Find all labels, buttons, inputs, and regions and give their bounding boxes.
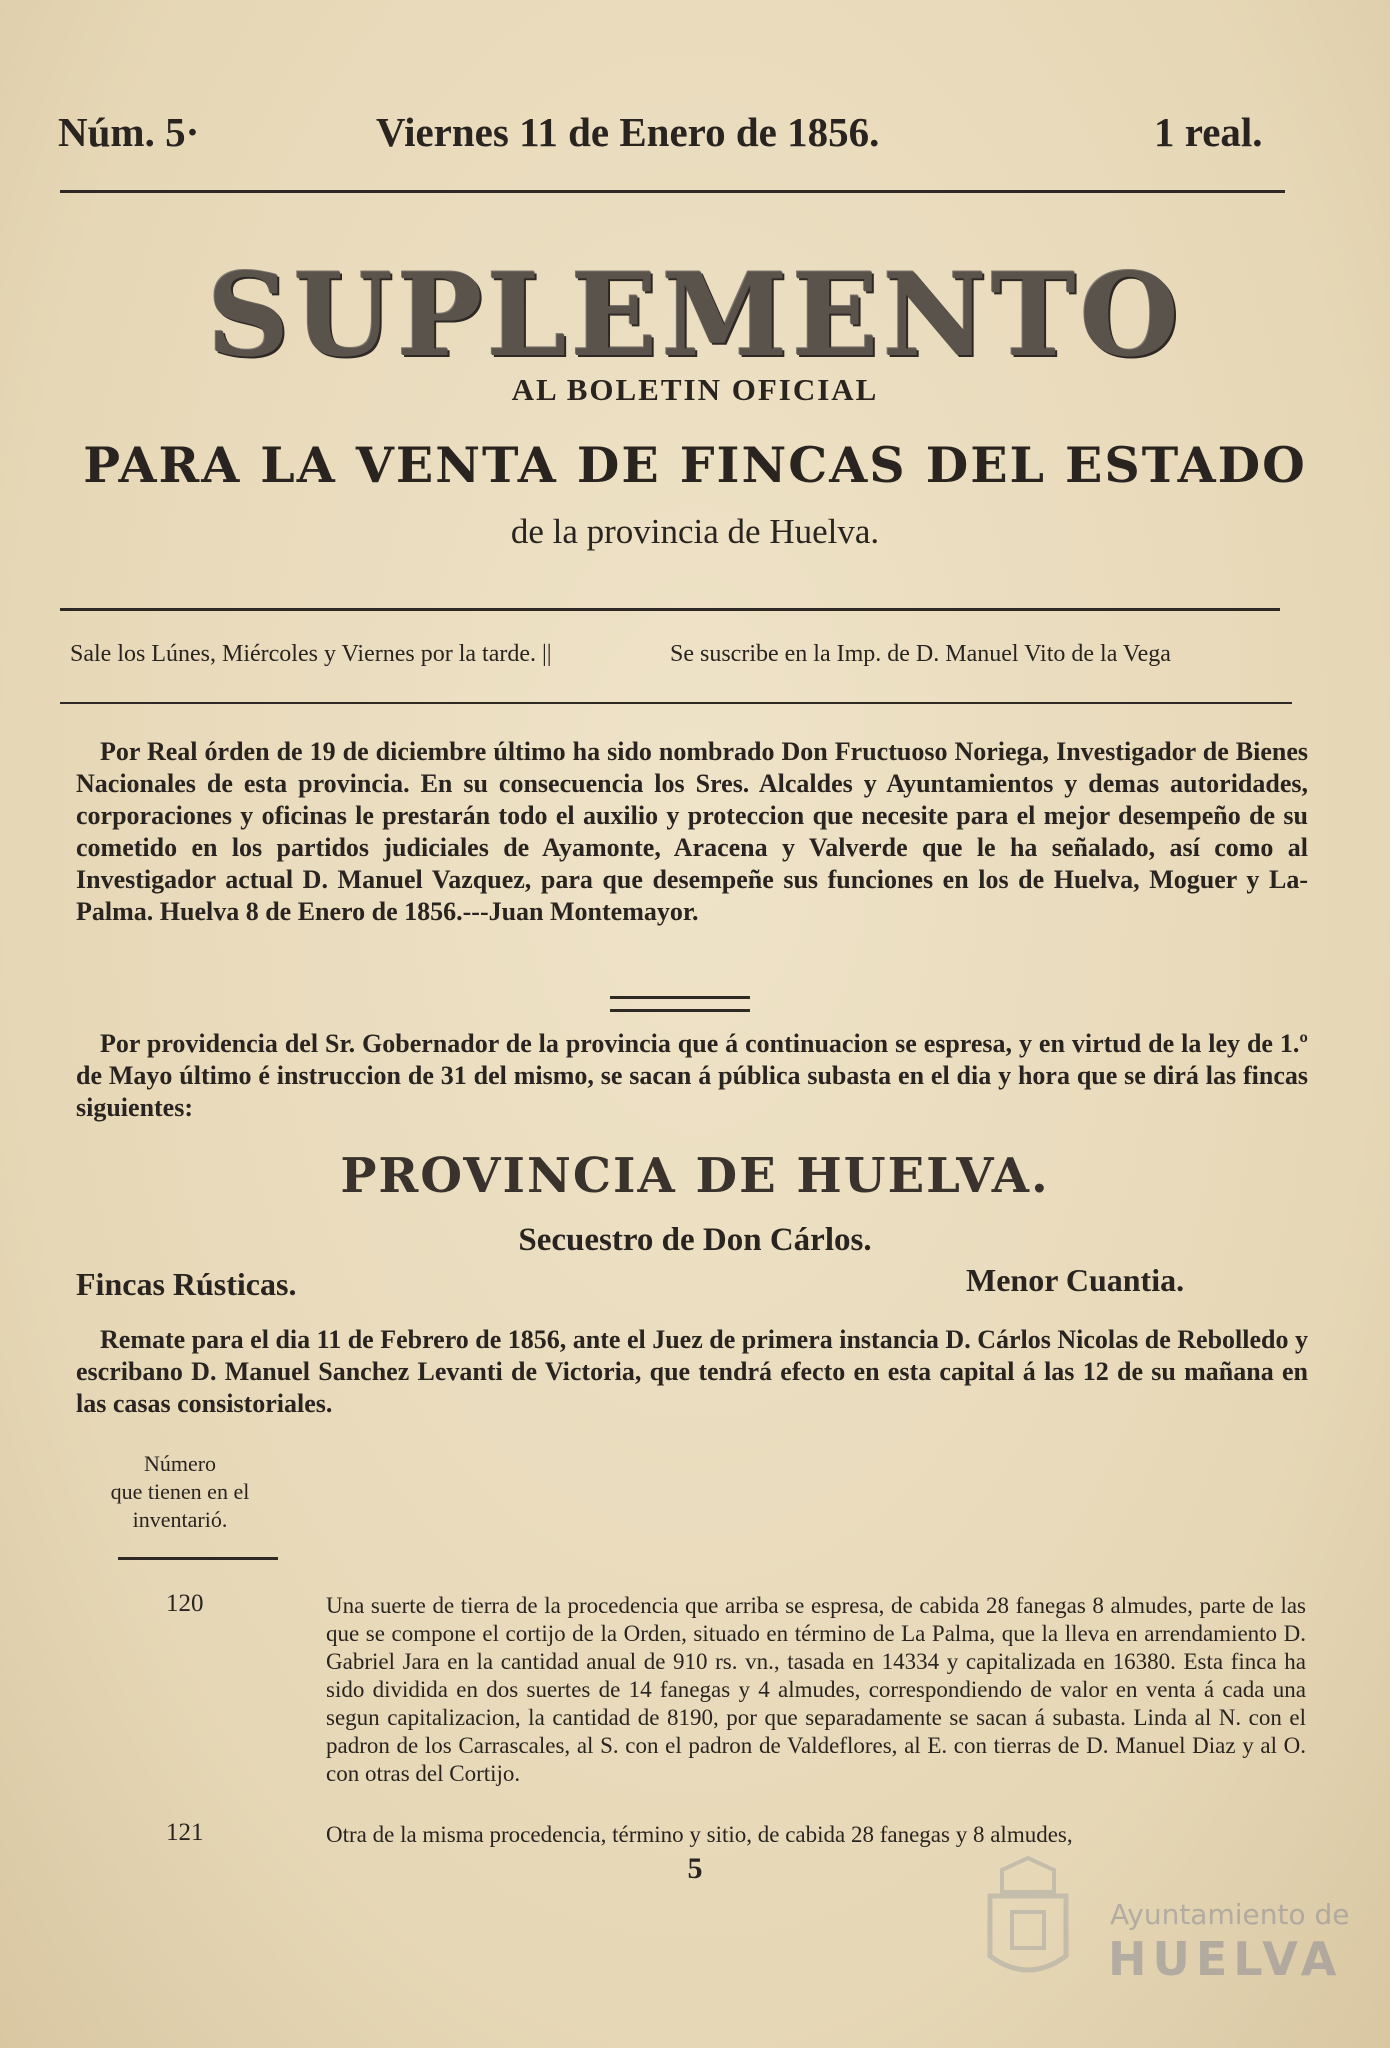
issue-number: Núm. 5· xyxy=(58,109,200,155)
inventory-header-rule xyxy=(118,1557,278,1560)
entry-number: 121 xyxy=(166,1819,204,1846)
issue-header xyxy=(58,108,1280,158)
inventory-header-line: que tienen en el xyxy=(110,1479,250,1504)
page-number: 5 xyxy=(687,1852,703,1885)
watermark-text: Ayuntamiento de xyxy=(1110,1898,1350,1931)
masthead-title: SUPLEMENTO xyxy=(207,248,1183,382)
category-heading: Secuestro de Don Cárlos. xyxy=(518,1222,872,1258)
masthead-subtitle-boletin: AL BOLETIN OFICIAL xyxy=(511,372,879,407)
entry-description: Una suerte de tierra de la procedencia que arriba se espresa, de cabida 28 fanegas 8 almudes, parte de las que se compone el cortijo de la Orden, situado en término de La Palma, que la lleva en arrendamiento D. Gabriel Jara en la cantidad anual de 910 rs. vn., tasada en 14334 y capitalizada en 16380. Esta finca ha sido dividida en dos suertes de 14 fanegas y 4 almudes, correspondiendo de valor en venta á cada una segun capitalizacion, la cantidad de 8190, por que separadamente se sacan á subasta. Linda al N. con el padron de los Carrascales, al S. con el padron de Valdeflores, al E. con tierras de D. Manuel Diaz y al O. con otras del Cortijo. xyxy=(326,1593,1306,1786)
notice-subasta: Por providencia del Sr. Gobernador de la provincia que á continuacion se espresa, y en virtud de la ley de 1.º de Mayo último é instruccion de 31 del mismo, se sacan á pública subasta en el dia y hora que se dirá las fincas siguientes: xyxy=(76,1029,1308,1122)
masthead-rule xyxy=(60,608,1280,611)
inventory-header-line: Número xyxy=(143,1451,217,1476)
cuantia-label: Menor Cuantia. xyxy=(966,1262,1185,1298)
entry-description: Otra de la misma procedencia, término y sitio, de cabida 28 fanegas y 8 almudes, xyxy=(326,1822,1073,1847)
issue-price: 1 real. xyxy=(1154,109,1263,155)
entry-number: 120 xyxy=(166,1590,204,1617)
section-ornament xyxy=(610,996,750,1012)
remate-paragraph: Remate para el dia 11 de Febrero de 1856, ante el Juez de primera instancia D. Cárlos Nicolas de Rebolledo y escribano D. Manuel Sanchez Levanti de Victoria, que tendrá efecto en esta capital á las 12 de su mañana en las casas consistoriales. xyxy=(76,1325,1308,1418)
notice-investigador: Por Real órden de 19 de diciembre último ha sido nombrado Don Fructuoso Noriega, Investigador de Bienes Nacionales de esta provincia. En su consecuencia los Sres. Alcaldes y Ayuntamientos y demas autoridades, corporaciones y oficinas le prestarán todo el auxilio y proteccion que necesite para el mejor desempeño de su cometido en los partidos judiciales de Ayamonte, Aracena y Valverde que le ha señalado, así como al Investigador actual D. Manuel Vazquez, para que desempeñe sus funciones en los de Huelva, Moguer y La-Palma. Huelva 8 de Enero de 1856.---Juan Montemayor. xyxy=(76,737,1308,926)
watermark-city: HUELVA xyxy=(1108,1932,1343,1986)
header-rule xyxy=(60,190,1285,193)
subscription-line xyxy=(70,641,1320,668)
fincas-label: Fincas Rústicas. xyxy=(76,1266,297,1302)
masthead-subtitle-venta: PARA LA VENTA DE FINCAS DEL ESTADO xyxy=(83,436,1307,494)
province-heading: PROVINCIA DE HUELVA. xyxy=(340,1148,1050,1204)
inventory-column-header xyxy=(80,1450,280,1534)
issue-date: Viernes 11 de Enero de 1856. xyxy=(376,109,880,155)
subscription-info: Se suscribe en la Imp. de D. Manuel Vito de la Vega xyxy=(670,641,1171,667)
masthead-subtitle-provincia: de la provincia de Huelva. xyxy=(510,512,880,551)
publication-schedule: Sale los Lúnes, Miércoles y Viernes por la tarde. || xyxy=(70,641,552,667)
inventory-header-line: inventarió. xyxy=(132,1507,228,1532)
city-seal-icon xyxy=(982,1856,1074,1984)
subscription-rule xyxy=(60,702,1292,704)
